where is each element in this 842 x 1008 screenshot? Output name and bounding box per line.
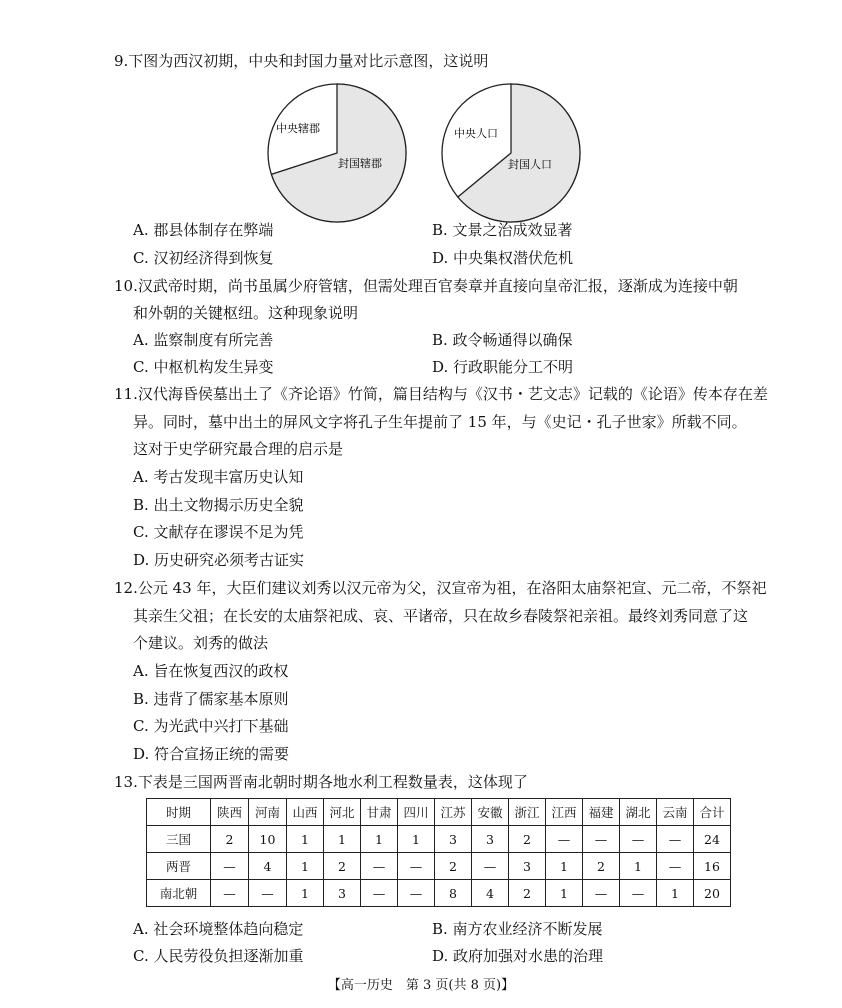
table-row-cell: 两晋 (147, 853, 211, 880)
table-row-cell: 2 (211, 826, 249, 853)
table-row (147, 826, 731, 853)
q11-option-c: C. 文献存在谬误不足为凭 (133, 523, 304, 541)
table-row-cell: 20 (694, 880, 731, 907)
table-header-row-cell: 陕西 (211, 799, 249, 826)
table-row-cell: 1 (287, 880, 324, 907)
table-row-cell: 2 (324, 853, 361, 880)
table-row-cell: 1 (657, 880, 694, 907)
pie1-label-fief: 封国辖郡 (338, 157, 382, 170)
table-row-cell: — (472, 853, 509, 880)
pie2-label-fief: 封国人口 (508, 158, 552, 171)
table-header-row-cell: 四川 (398, 799, 435, 826)
table-header-row-cell: 江西 (546, 799, 583, 826)
table-row-cell: 2 (509, 826, 546, 853)
table-row-cell: 3 (324, 880, 361, 907)
table-row-cell: 三国 (147, 826, 211, 853)
q10-stem-line-1: 10.汉武帝时期，尚书虽属少府管辖，但需处理百官奏章并直接向皇帝汇报，逐渐成为连接中朝 (114, 277, 738, 295)
q9-option-d: D. 中央集权潜伏危机 (432, 249, 574, 267)
table-row-cell: — (361, 880, 398, 907)
q11-stem-line-3: 这对于史学研究最合理的启示是 (133, 440, 344, 458)
table-row-cell: 24 (694, 826, 731, 853)
q13-stem: 13.下表是三国两晋南北朝时期各地水利工程数量表，这体现了 (114, 773, 528, 791)
q11-option-a: A. 考古发现丰富历史认知 (133, 468, 304, 486)
q13-option-c: C. 人民劳役负担逐渐加重 (133, 947, 304, 965)
q11-stem-line-1: 11.汉代海昏侯墓出土了《齐论语》竹简，篇目结构与《汉书・艺文志》记载的《论语》传本存在差 (114, 385, 768, 403)
table-row-cell: 1 (287, 826, 324, 853)
q11-option-b: B. 出土文物揭示历史全貌 (133, 496, 304, 514)
table-row-cell: 8 (435, 880, 472, 907)
q9-option-c: C. 汉初经济得到恢复 (133, 249, 274, 267)
pie2-label-central: 中央人口 (454, 127, 498, 140)
table-header-row (147, 799, 731, 826)
table-header-row-cell: 江苏 (435, 799, 472, 826)
pie1-chart (266, 82, 408, 224)
table-row-cell: 南北朝 (147, 880, 211, 907)
q9-stem: 9.下图为西汉初期，中央和封国力量对比示意图，这说明 (114, 52, 489, 70)
table-row-cell: — (620, 826, 657, 853)
table-header-row-cell: 浙江 (509, 799, 546, 826)
table-row-cell: 4 (249, 853, 287, 880)
q10-option-d: D. 行政职能分工不明 (432, 358, 574, 376)
q12-stem-line-1: 12.公元 43 年，大臣们建议刘秀以汉元帝为父，汉宣帝为祖，在洛阳太庙祭祀宣、元二帝，不祭祀 (114, 579, 767, 597)
table-row-cell: — (398, 880, 435, 907)
q10-stem-line-2: 和外朝的关键枢纽。这种现象说明 (133, 304, 359, 322)
table-row-cell: — (361, 853, 398, 880)
table-header-row-cell: 甘肃 (361, 799, 398, 826)
table-row-cell: — (583, 826, 620, 853)
q9-option-a: A. 郡县体制存在弊端 (133, 221, 274, 239)
table-row-cell: — (546, 826, 583, 853)
q12-stem-line-2: 其亲生父祖；在长安的太庙祭祀成、哀、平诸帝，只在故乡春陵祭祀亲祖。最终刘秀同意了这 (133, 607, 749, 625)
q12-option-d: D. 符合宣扬正统的需要 (133, 745, 290, 763)
q11-stem-line-2: 异。同时，墓中出土的屏风文字将孔子生年提前了 15 年，与《史记・孔子世家》所载不同。 (133, 413, 747, 431)
q12-option-a: A. 旨在恢复西汉的政权 (133, 662, 289, 680)
table-row-cell: — (657, 826, 694, 853)
q9-pie-central-vs-fief-counties (266, 82, 408, 228)
table-row-cell: — (583, 880, 620, 907)
table-row-cell: 4 (472, 880, 509, 907)
table-header-row-cell: 合计 (694, 799, 731, 826)
table-row-cell: 1 (324, 826, 361, 853)
table-row-cell: 16 (694, 853, 731, 880)
table-row-cell: 2 (583, 853, 620, 880)
table-row-cell: 3 (472, 826, 509, 853)
table-header-row-cell: 河南 (249, 799, 287, 826)
water-projects-table (146, 798, 731, 907)
q12-option-c: C. 为光武中兴打下基础 (133, 717, 289, 735)
table-row-cell: 3 (435, 826, 472, 853)
q10-option-a: A. 监察制度有所完善 (133, 331, 274, 349)
table-row-cell: 10 (249, 826, 287, 853)
pie2-chart (440, 82, 582, 224)
q13-option-b: B. 南方农业经济不断发展 (432, 920, 603, 938)
table-row-cell: 1 (287, 853, 324, 880)
q12-stem-line-3: 个建议。刘秀的做法 (133, 634, 269, 652)
q10-option-b: B. 政令畅通得以确保 (432, 331, 573, 349)
q12-option-b: B. 违背了儒家基本原则 (133, 690, 289, 708)
q13-option-d: D. 政府加强对水患的治理 (432, 947, 604, 965)
pie1-label-central: 中央辖郡 (276, 122, 320, 135)
q13-option-a: A. 社会环境整体趋向稳定 (133, 920, 304, 938)
q10-option-c: C. 中枢机构发生异变 (133, 358, 274, 376)
table-row-cell: 1 (398, 826, 435, 853)
table-row-cell: — (211, 880, 249, 907)
table-header-row-cell: 山西 (287, 799, 324, 826)
table-row-cell: — (249, 880, 287, 907)
table-row (147, 880, 731, 907)
q9-option-b: B. 文景之治成效显著 (432, 221, 573, 239)
table-row-cell: — (657, 853, 694, 880)
table-row-cell: 2 (509, 880, 546, 907)
table-header-row-cell: 福建 (583, 799, 620, 826)
table-row-cell: 1 (546, 853, 583, 880)
page-footer: 【高一历史 第 3 页(共 8 页)】 (327, 978, 515, 993)
table-header-row-cell: 安徽 (472, 799, 509, 826)
table-row-cell: 1 (546, 880, 583, 907)
q11-option-d: D. 历史研究必须考古证实 (133, 551, 305, 569)
table-header-row-cell: 河北 (324, 799, 361, 826)
table-header-row-cell: 湖北 (620, 799, 657, 826)
table-header-row-cell: 时期 (147, 799, 211, 826)
table-row-cell: 1 (620, 853, 657, 880)
q9-pie-central-vs-fief-population (440, 82, 582, 228)
table-header-row-cell: 云南 (657, 799, 694, 826)
table-row-cell: — (398, 853, 435, 880)
table-row-cell: 1 (361, 826, 398, 853)
table-row-cell: 2 (435, 853, 472, 880)
table-row (147, 853, 731, 880)
table-row-cell: — (620, 880, 657, 907)
table-row-cell: — (211, 853, 249, 880)
table-row-cell: 3 (509, 853, 546, 880)
